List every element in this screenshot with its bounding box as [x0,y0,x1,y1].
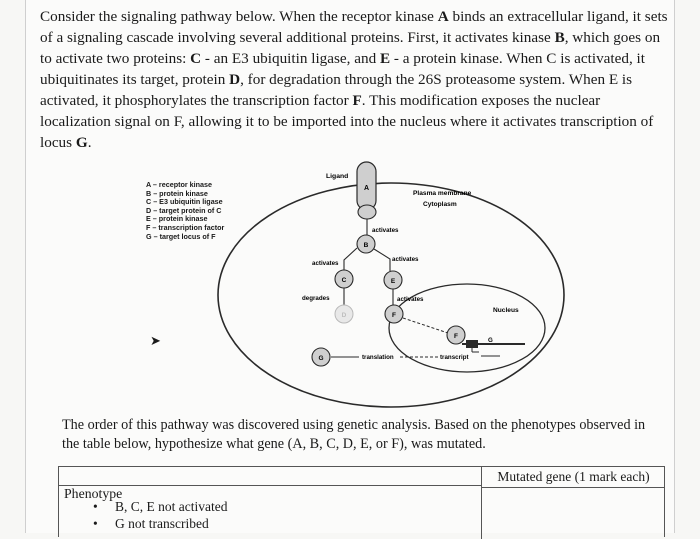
key-item: C – E3 ubiquitin ligase [146,197,223,207]
question-paragraph-2: The order of this pathway was discovered using genetic analysis. Based on the phenotypes observed in the table below, hypothesize what gene (A, B, C, D, E, or F), was mutated. [62,417,646,452]
text-span: . [87,134,92,151]
label-translation: translation [362,354,394,361]
node-label-A: A [363,185,370,192]
label-activates-2: activates [312,260,339,267]
mouse-cursor-icon: ➤ [150,334,161,349]
text-span: binds an extracellular ligand, it sets of a signaling cascade involving several additional proteins. First, it activates kinase [40,8,668,46]
bold-B: B [554,29,565,46]
label-cytoplasm: Cytoplasm [423,201,457,208]
node-label-F2: F [454,333,458,340]
phenotype-item: • G not transcribed [93,515,227,532]
receptor-A-intracellular [358,205,376,219]
key-item: E – protein kinase [146,214,208,224]
key-item: D – target protein of C [146,205,222,215]
phenotype-list [93,498,227,532]
node-label-F1: F [392,312,396,319]
label-activates-1: activates [372,227,399,234]
text-span: , which goes on to activate two proteins: [40,29,661,67]
bold-C: C [190,50,202,67]
gene-label-G: G [488,337,493,344]
cell-membrane [218,183,564,407]
key-item: B – protein kinase [146,188,208,198]
column-header-mutated-gene: Mutated gene (1 mark each) [481,467,665,488]
text-span: , for degradation through the 26S proteasome system. When E is activated, it phosphorylates the transcription factor [40,71,633,109]
node-label-E: E [390,278,396,285]
text-span: . This modification exposes the nuclear localization signal on F, allowing it to be imported into the nucleus where it activates transcription of locus [40,92,654,151]
bold-D: D [229,71,241,88]
column-header-phenotype: Phenotype [64,486,123,501]
column-divider [481,487,482,539]
node-label-C: C [341,277,347,284]
label-nucleus: Nucleus [493,307,519,314]
bold-G: G [75,134,88,151]
node-label-G: G [318,355,324,362]
node-label-B: B [363,242,369,249]
phenotype-item: • B, C, E not activated [93,498,227,515]
label-activates-3: activates [392,256,419,263]
key-item: G – target locus of F [146,231,216,241]
bold-F: F [352,92,362,109]
bold-E: E [379,50,391,67]
row-divider [59,485,481,486]
label-activates-4: activates [397,296,424,303]
edge-B-C [344,248,357,271]
key-item: A – receptor kinase [146,180,213,189]
text-span: Consider the signaling pathway below. When the receptor kinase [40,8,438,25]
label-ligand: Ligand [326,173,349,180]
bold-A: A [437,8,449,25]
text-span: - an E3 ubiquitin ligase, and [201,50,380,67]
node-label-D: D [341,312,347,319]
text-span: - a protein kinase. When C is activated, it ubiquitinates its target, protein [40,50,645,88]
phenotype-table [58,466,665,537]
label-degrades: degrades [302,295,330,302]
edge-B-E [374,249,390,271]
label-transcript: transcript [440,354,469,361]
edge-F-import [403,318,448,333]
key-item: F – transcription factor [146,222,225,232]
label-plasma-membrane: Plasma membrane [413,190,472,197]
